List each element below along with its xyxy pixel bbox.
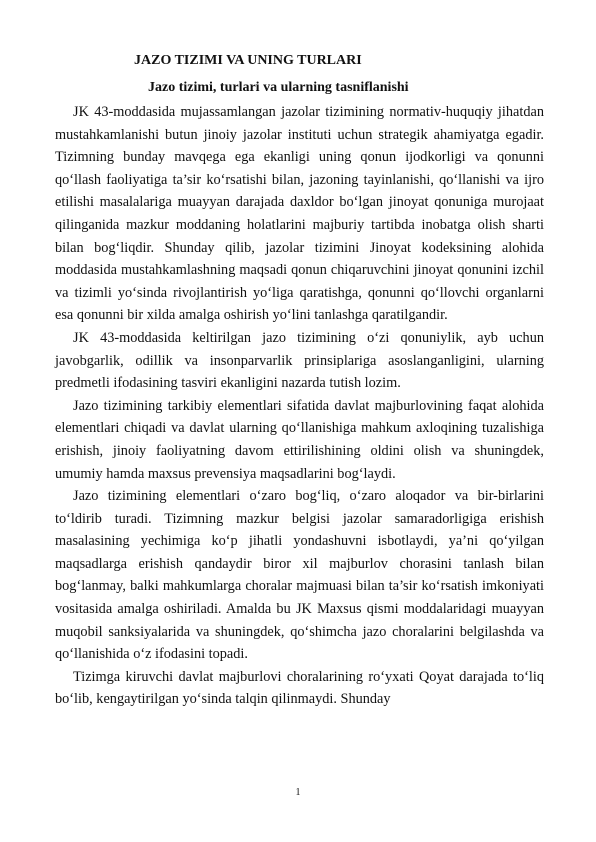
document-subtitle: Jazo tizimi, turlari va ularning tasniflanishi [148,80,409,95]
paragraph: JK 43-moddasida mujassamlangan jazolar tizimining normativ-huquqiy jihatdan mustahkamlanishi butun jinoiy jazolar instituti uchun strategik ahamiyatga egadir. Tizimning bunday mavqega ega ekanligi uning qonun ijodkorligi va qonunni qo‘llash faoliyatiga ta’sir ko‘rsatishi bilan, jazoning tayinlanishi, qo‘llanishi va ijro etilishi masalalariga muayyan darajada daxldor bo‘lgan jinoyat qonuniga murojaat qilinganida mazkur moddaning holatlarini majburiy tartibda inobatga olish sharti bilan bog‘liqdir. Shunday qilib, jazolar tizimini Jinoyat kodeksining alohida moddasida mustahkamlashning maqsadi qonun chiqaruvchini jinoyat qonunini izchil va tizimli yo‘sinda rivojlantirish yo‘liga qaratishga, qonunni qo‘llovchi organlarni esa qonunni bir xilda amalga oshirish yo‘lini tanlashga qaratilgandir. [55,104,544,324]
paragraph: Tizimga kiruvchi davlat majburlovi choralarining ro‘yxati Qoyat darajada to‘liq bo‘lib, kengaytirilgan yo‘sinda talqin qilinmaydi. Shunday [55,668,544,708]
paragraph: JK 43-moddasida keltirilgan jazo tizimining o‘zi qonuniylik, ayb uchun javobgarlik, odillik va insonparvarlik prinsiplariga asoslanganligini, ularning predmetli ifodasining tasviri ekanligini nazarda tutish lozim. [55,329,544,392]
page-number: 1 [295,787,301,798]
document-body [55,101,544,711]
paragraph: Jazo tizimining elementlari o‘zaro bog‘liq, o‘zaro aloqador va bir-birlarini to‘ldirib turadi. Tizimning mazkur belgisi jazolar samaradorligiga erishish masalasining yechimiga ko‘p jihatli yondashuvni isbotlaydi, ya’ni qo‘yilgan maqsadlarga erishish qandaydir biror xil majburlov chorasini tanlash bilan bog‘lanmay, balki mahkumlarga choralar majmuasi bilan ta’sir ko‘rsatish imkoniyati vositasida amalga oshiriladi. Amalda bu JK Maxsus qismi moddalaridagi muayyan muqobil sanksiyalarida va shuningdek, qo‘shimcha jazo choralarini belgilashda va qo‘llanishida o‘z ifodasini topadi. [55,488,544,663]
document-title: JAZO TIZIMI VA UNING TURLARI [134,53,362,68]
paragraph: Jazo tizimining tarkibiy elementlari sifatida davlat majburlovining faqat alohida elementlari chiqadi va davlat ularning qo‘llanishiga mahkum axloqining tuzalishiga erishish, jinoiy faoliyatning davom ettirilishining oldini olish va shuningdek, umumiy hamda maxsus prevensiya maqsadlarini bog‘laydi. [55,397,544,482]
